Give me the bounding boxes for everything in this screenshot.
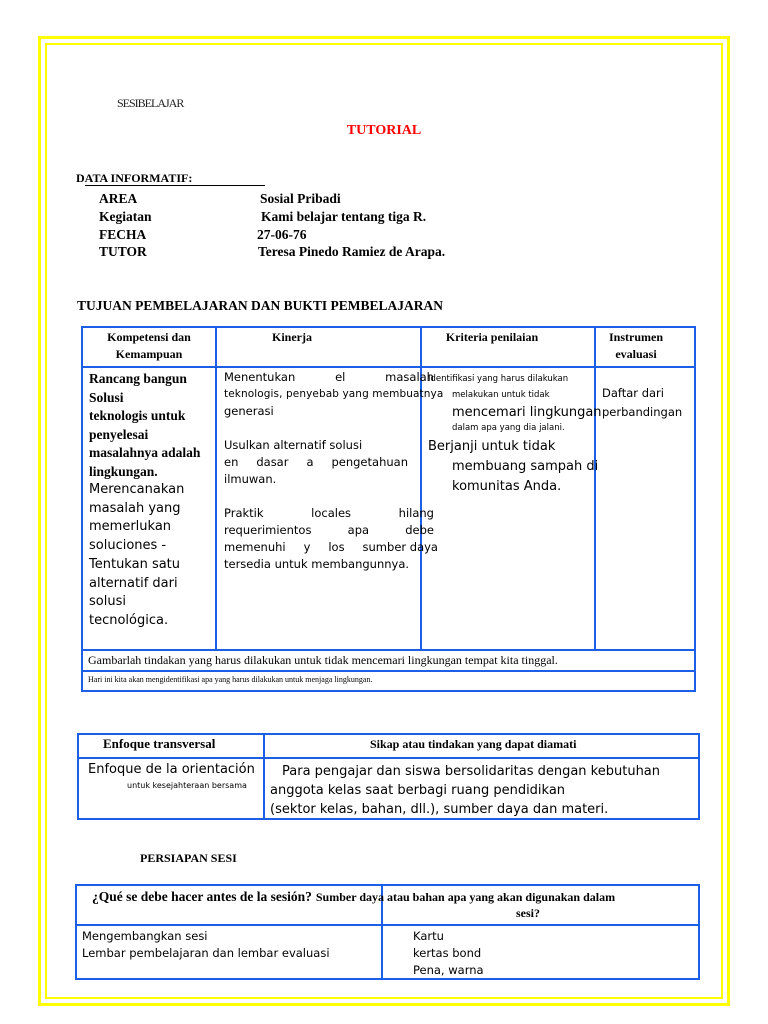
text-line: komunitas Anda. (452, 479, 562, 494)
instrumen-block (602, 384, 682, 422)
table1-footer-2: Hari ini kita akan mengidentifikasi apa yang harus dilakukan untuk menjaga lingkungan. (88, 675, 373, 684)
text-line: Usulkan alternatif solusi (224, 438, 363, 452)
text-line (224, 539, 438, 556)
word: sumber daya (362, 540, 438, 554)
kriteria-block (428, 371, 602, 497)
transversal-right-block (282, 762, 660, 781)
text: Identifikasi yang harus dilakukan (428, 374, 569, 384)
text-line: lingkungan. (89, 463, 158, 479)
section2-heading (74, 298, 443, 314)
text-line (428, 437, 602, 457)
text-line: perbandingan (602, 405, 683, 419)
table1-divider (215, 326, 217, 651)
word: hilang (398, 506, 434, 520)
word: masalah (385, 370, 434, 384)
transversal-header-left: Enfoque transversal (103, 736, 216, 751)
data-informatif-heading (73, 171, 192, 186)
info-label: TUTOR (99, 244, 147, 259)
text-line: teknologis, penyebab yang membuatnya (224, 388, 444, 400)
text-line: melakukan untuk tidak (452, 390, 550, 400)
page-title: TUTORIAL (346, 123, 422, 138)
info-value: Sosial Pribadi (260, 191, 341, 206)
word: apa (347, 523, 370, 537)
word: los (328, 540, 345, 554)
text-line: penyelesai (89, 426, 149, 442)
text: kertas bond (413, 946, 482, 960)
text-line: membuang sampah di (452, 459, 599, 474)
table1-footer-1: Gambarlah tindakan yang harus dilakukan untuk tidak mencemari lingkungan tempat kita tinggal. (88, 653, 558, 667)
text-line (224, 369, 434, 386)
col-header-kriteria: Kriteria penilaian (445, 330, 539, 344)
info-value: 27-06-76 (257, 227, 307, 242)
list-item (413, 928, 484, 945)
transversal-header-right: Sikap atau tindakan yang dapat diamati (370, 737, 577, 751)
word: memenuhi (224, 540, 286, 554)
text-line: Tentukan satu (89, 556, 181, 572)
heading-underline (85, 185, 265, 186)
table2-divider (263, 733, 265, 820)
info-label: AREA (99, 191, 138, 206)
text-line: Daftar dari (602, 386, 664, 400)
text-line: ilmuwan. (224, 472, 277, 486)
word: locales (311, 506, 352, 520)
table3-left-block (82, 928, 330, 962)
text-line (428, 371, 602, 386)
header-line: Kemampuan (115, 347, 183, 361)
text-line: Mengembangkan sesi (82, 929, 208, 943)
header-line: Instrumen (608, 330, 663, 344)
col-header-instrumen (598, 329, 674, 363)
col-header-kinerja: Kinerja (272, 330, 312, 344)
transversal-right-block-2 (270, 781, 608, 819)
list-item (413, 962, 484, 979)
info-value: Teresa Pinedo Ramiez de Arapa. (258, 244, 446, 259)
table3-header-line2: sesi? (516, 906, 540, 920)
text: Kartu (413, 929, 444, 943)
word: Menentukan (224, 370, 296, 384)
text-line: Lembar pembelajaran dan lembar evaluasi (82, 946, 330, 960)
kompetensi-text-block (89, 481, 184, 631)
text: Berjanji untuk tidak (428, 439, 556, 454)
text-line: anggota kelas saat berbagi ruang pendidikan (270, 783, 566, 798)
info-value: Kami belajar tentang tiga R. (261, 209, 427, 224)
text-line: masalah yang (89, 500, 181, 516)
text-line (224, 522, 434, 539)
data-heading-text: DATA INFORMATIF: (76, 171, 193, 185)
table3-right-block (413, 928, 484, 979)
text-line: mencemari lingkungan (452, 405, 602, 420)
info-label: FECHA (99, 227, 147, 242)
section3-heading (118, 851, 237, 866)
text-line: Merencanakan (89, 482, 185, 497)
table1-footer-divider (81, 649, 696, 651)
transversal-left-line2: untuk kesejahteraan bersama (127, 781, 247, 790)
text-line: (sektor kelas, bahan, dll.), sumber daya dan materi. (270, 802, 609, 817)
list-item (413, 945, 484, 962)
text-line: Para pengajar dan siswa bersolidaritas dengan kebutuhan (282, 764, 661, 779)
word: y (303, 540, 311, 554)
info-label: Kegiatan (99, 209, 152, 224)
text-line: alternatif dari (89, 575, 178, 591)
word: requerimientos (224, 523, 312, 537)
text-line (224, 505, 434, 522)
text-line: solusi (89, 594, 126, 610)
table1-header-divider (81, 366, 696, 368)
text-line: memerlukan (89, 519, 172, 535)
text-line: Rancang bangun (89, 371, 187, 386)
text-line: soluciones - (89, 538, 167, 554)
word: a (306, 455, 314, 469)
text: Pena, warna (413, 963, 484, 977)
section3-heading-text: PERSIAPAN SESI (140, 851, 237, 865)
header-line: Kompetensi dan (107, 330, 191, 344)
table3-header-divider (75, 924, 700, 926)
text-line: generasi (224, 404, 274, 418)
kompetensi-bold-block (89, 370, 200, 481)
text-line: masalahnya adalah (89, 445, 201, 460)
transversal-left-line1: Enfoque de la orientación (88, 762, 255, 777)
header-text: ¿Qué se debe hacer antes de la sesión? (92, 889, 312, 904)
word: dasar (256, 455, 289, 469)
word: debe (405, 523, 434, 537)
doc-kicker: SESIBELAJAR (117, 96, 184, 110)
table2-header-divider (77, 757, 700, 759)
text-line (224, 454, 408, 471)
text-line: tecnológica. (89, 612, 169, 628)
table1-footer-divider (81, 670, 696, 672)
word: en (224, 455, 239, 469)
text-line: tersedia untuk membangunnya. (224, 557, 410, 571)
table3-header (92, 888, 615, 906)
text-line: teknologis untuk (89, 408, 186, 423)
word: el (335, 370, 346, 384)
header-text: Sumber daya atau bahan apa yang akan digunakan dalam (315, 890, 616, 904)
section2-heading-text: TUJUAN PEMBELAJARAN DAN BUKTI PEMBELAJARAN (77, 298, 444, 313)
word: pengetahuan (331, 455, 408, 469)
kinerja-block (224, 369, 443, 573)
header-line: evaluasi (615, 347, 657, 361)
col-header-kompetensi (83, 329, 215, 363)
text-line: dalam apa yang dia jalani. (452, 423, 565, 433)
word: Praktik (224, 506, 264, 520)
text-line: Solusi (89, 389, 124, 405)
